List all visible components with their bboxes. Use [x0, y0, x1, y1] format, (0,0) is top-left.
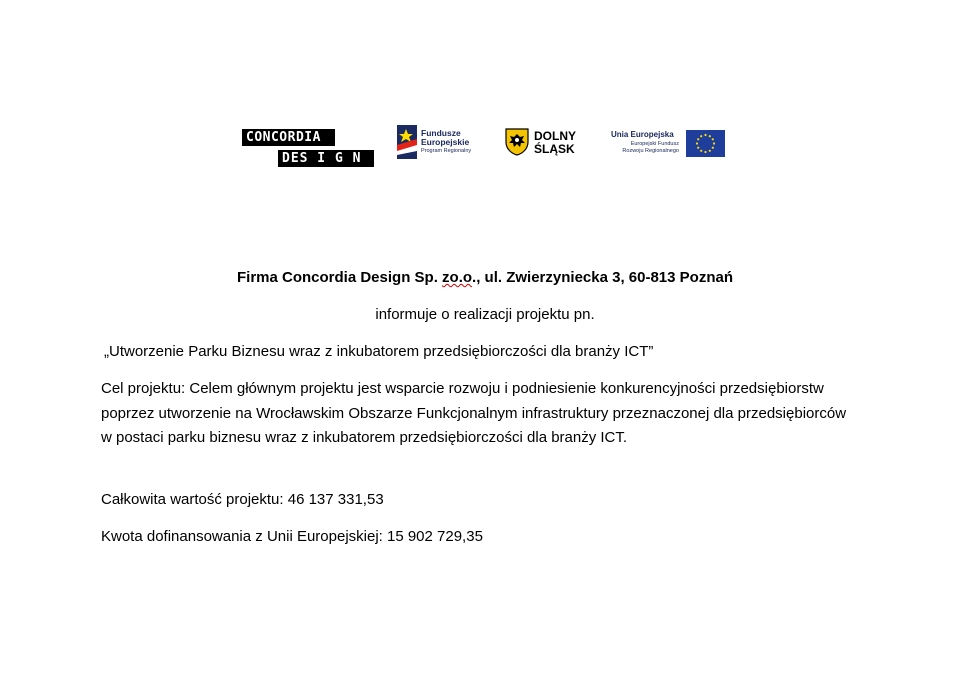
- concordia-logo-line1: CONCORDIA: [242, 129, 335, 146]
- project-title: „Utworzenie Parku Biznesu wraz z inkubatorem przedsiębiorczości dla branży ICT”: [104, 343, 654, 360]
- heading-spellcheck-word: zo.o: [442, 269, 473, 286]
- unia-line1: Unia Europejska: [611, 130, 674, 139]
- unia-europejska-logo: [611, 128, 726, 160]
- concordia-design-logo: [242, 129, 374, 167]
- informs-line: informuje o realizacji projektu pn.: [375, 306, 595, 323]
- dolny-slask-line2: ŚLĄSK: [534, 142, 575, 156]
- unia-line2: Europejski Fundusz: [630, 141, 679, 147]
- heading-part2: ., ul. Zwierzyniecka 3, 60-813 Poznań: [472, 269, 733, 286]
- total-value-line: Całkowita wartość projektu: 46 137 331,53: [101, 491, 384, 508]
- fundusze-europejskie-icon: [397, 125, 417, 159]
- concordia-logo-line2: DES I G N: [278, 150, 374, 167]
- dolny-slask-line1: DOLNY: [534, 129, 576, 143]
- company-heading: [0, 266, 970, 291]
- coat-of-arms-icon: [505, 128, 529, 156]
- fundusze-line2: Europejskie: [421, 137, 470, 147]
- eu-funding-line: Kwota dofinansowania z Unii Europejskiej: 15 902 729,35: [101, 528, 483, 545]
- fundusze-line3: Program Regionalny: [421, 148, 472, 154]
- fundusze-line1: Fundusze: [421, 128, 461, 138]
- fundusze-europejskie-logo: [397, 125, 487, 161]
- unia-line3: Rozwoju Regionalnego: [622, 148, 679, 154]
- project-goal-paragraph: Cel projektu: Celem głównym projektu jest wsparcie rozwoju i podniesienie konkurencyjności przedsiębiorstw poprzez utworzenie na Wrocławskim Obszarze Funkcjonalnym infrastruktury przeznaczonej dla przedsiębiorców w postaci parku biznesu wraz z inkubatorem przedsiębiorczości dla branży ICT.: [101, 380, 847, 446]
- heading-part1: Firma Concordia Design Sp.: [237, 269, 443, 286]
- logo-bar: [0, 125, 970, 170]
- dolny-slask-logo: [505, 128, 595, 160]
- eu-flag-icon: [686, 130, 725, 157]
